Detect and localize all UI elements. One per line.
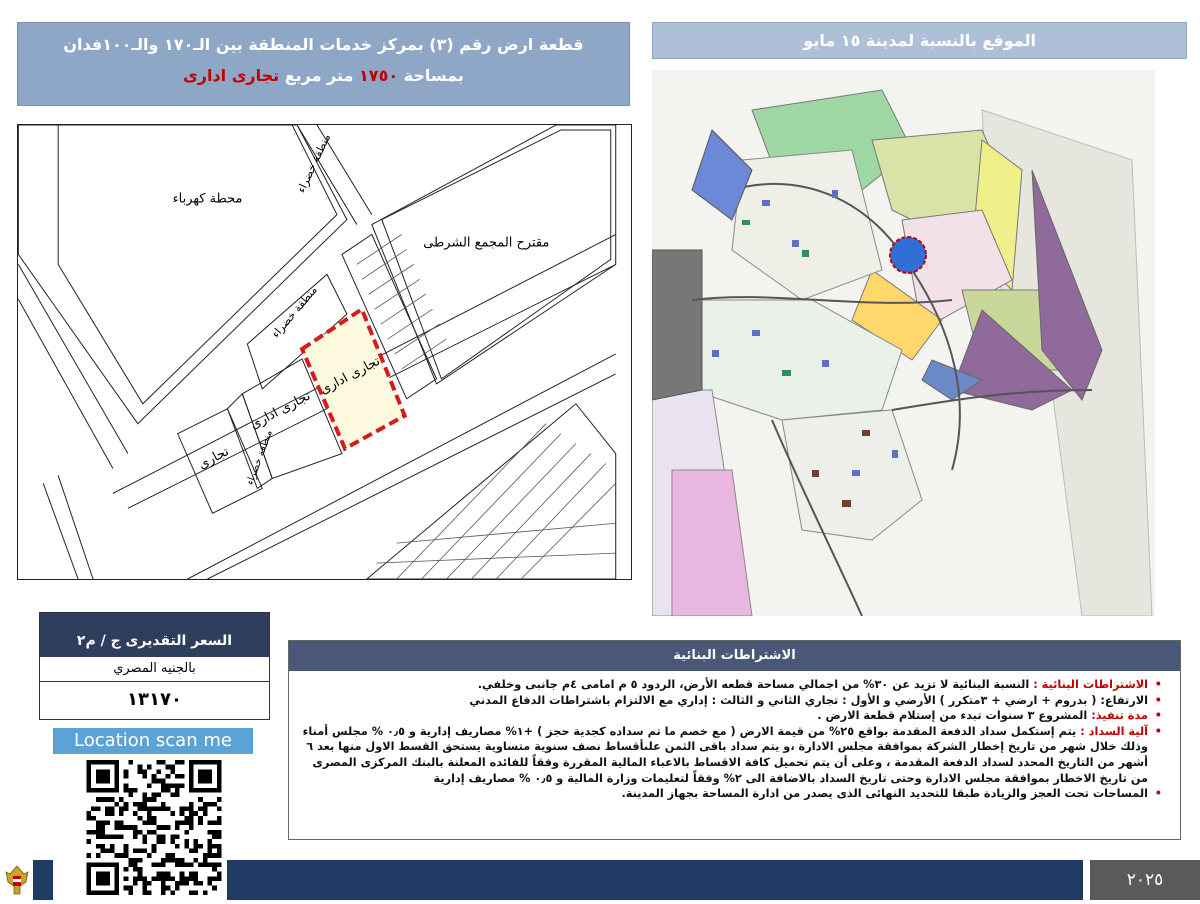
title-line-1: قطعة ارض رقم (٣) بمركز خدمات المنطقة بين الـ١٧٠ والـ١٠٠فدان [63,35,584,54]
requirements-heading: الاشتراطات البنائية [289,641,1180,671]
location-qr-code[interactable] [84,760,224,895]
label-green-zone-top: منطقة خضراء [294,131,334,195]
footer-bar [227,860,1083,900]
title-area-unit: متر مربع [284,66,354,85]
requirement-text: المشروع ٣ سنوات تبدء من إستلام قطعة الارض . [817,709,1092,723]
price-box [39,612,270,720]
requirement-text: الارتفاع: ( بدروم + ارضي + ٣متكرر ) الأرضي و الأول : تجاري الثاني و الثالث : إداري مع الالتزام باشتراطات الدفاع المدني [469,693,1148,707]
label-green-zone-low: منطقة خضراء [244,428,275,487]
plot-plan [17,124,632,580]
requirement-item [299,708,1162,724]
price-value: ١٣١٧٠ [127,689,182,710]
label-police: مقترح المجمع الشرطى [423,235,550,251]
label-power-station: محطة كهرباء [172,191,243,207]
location-title: الموقع بالنسبة لمدينة ١٥ مايو [652,22,1187,59]
city-location-map [652,70,1155,616]
label-neighbor-admin: تجارى ادارى [248,388,314,433]
city-map-drawing [652,70,1155,616]
requirement-item [299,786,1162,802]
requirement-item [299,677,1162,693]
egypt-eagle-emblem-icon [2,860,32,900]
plot-plan-drawing [18,125,631,579]
title-usage: تجارى ادارى [183,66,280,85]
label-plot: تجارى ادارى [317,353,383,398]
scan-label: Location scan me [53,728,253,754]
price-unit: بالجنيه المصري [40,657,269,682]
requirement-text: المساحات تحت العجز والزيادة طبقا للتحديد النهائى الذى يصدر من ادارة المساحة بجهاز المدينة. [621,787,1148,801]
footer-left-bar [33,860,53,900]
location-marker [890,237,926,273]
requirement-label: الاشتراطات البنائية : [1033,678,1148,691]
title-area-prefix: بمساحة [403,66,464,85]
requirements-list [289,671,1180,802]
label-green-zone-mid: منطقة خضراء [269,283,320,341]
requirement-label: آلية السداد : [1080,724,1148,738]
requirement-text: النسبة البنائية لا تزيد عن ٣٠% من اجمالي مساحة قطعه الأرض، الردود ٥ م امامى ٤م جانبى وخلفي. [477,678,1034,691]
title-box [17,22,630,106]
footer-year: ٢٠٢٥ [1090,860,1200,900]
title-area-value: ١٧٥٠ [359,66,399,85]
requirement-item [299,693,1162,709]
price-heading: السعر التقديرى ج / م٢ [40,613,269,657]
requirement-item [299,724,1162,786]
qr-code-graphic [84,760,224,895]
title-line-2 [18,66,629,85]
requirements-box [288,640,1181,840]
requirement-label: مدة تنفيذ: [1091,709,1148,723]
label-commercial: تجارى [196,444,232,473]
requirement-text: يتم إستكمل سداد الدفعة المقدمة بواقع ٢٥% من قيمة الارض ( مع خصم ما تم سداده كجدية حجز ) +١% مصاريف إدارية و ٠٫٥ % مجلس أمناء وذلك خلال شهر من تاريخ إخطار الشركة بموافقة مجلس الادارة ،و يتم سداد باقى الثمن علىأقساط نصف سنوية متساوية يستحق القسط الاول منها بعد ٦ أشهر من التاريخ المحدد لسداد الدفعة المقدمة ، وعلى أن يتم تحميل كافة الاقساط بالاعباء المالية المقررة وفقاً للفائده المعلنة بالبنك المركزى المصرى من تاريخ الاخطار بموافقة مجلس الادارة وحتى تاريخ السداد بالاضافة الى ٢% وفقاً لتعليمات وزارة المالية و ٠٫٥ % مصاريف إدارية [302,724,1148,785]
